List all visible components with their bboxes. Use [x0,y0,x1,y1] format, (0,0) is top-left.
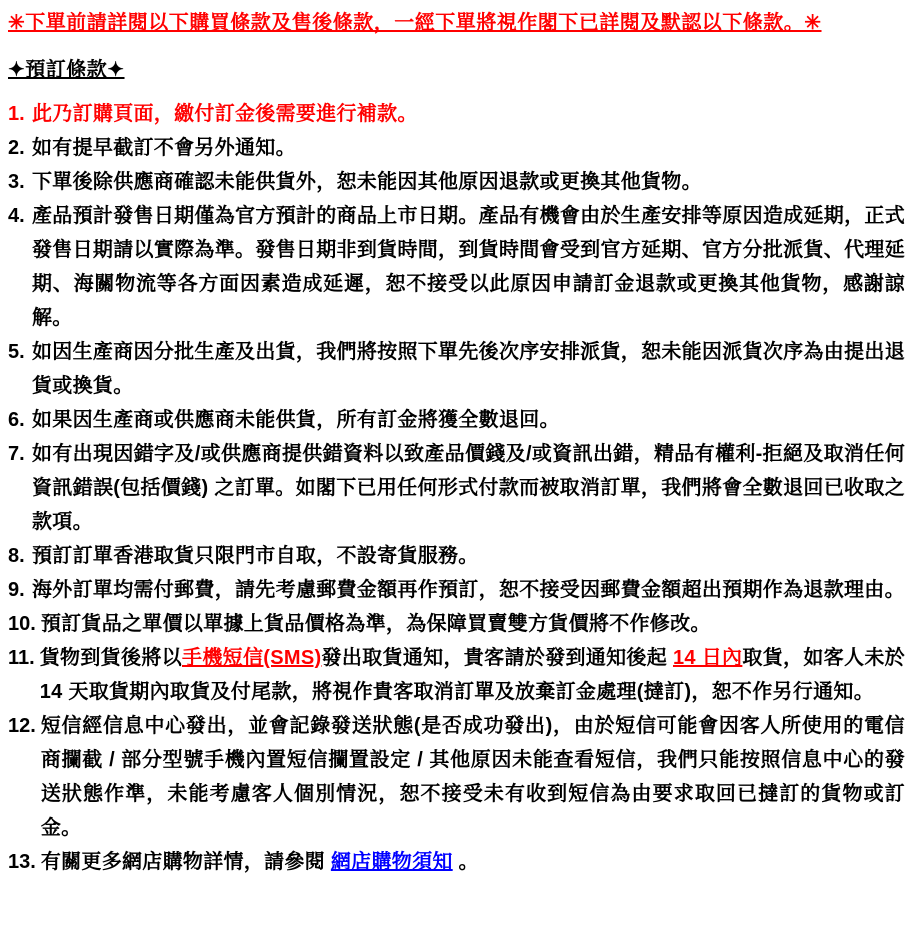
term-text-segment: 如果因生產商或供應商未能供貨，所有訂金將獲全數退回。 [32,409,560,431]
term-number: 3. [8,171,25,193]
term-item-7 [8,437,905,539]
term-number: 10. [8,613,36,635]
term-text-segment: 此乃訂購頁面，繳付訂金後需要進行補款。 [32,103,418,125]
term-item-1 [8,97,905,131]
term-number: 8. [8,545,25,567]
term-number: 12. [8,715,36,737]
term-text [32,437,905,539]
term-text [32,403,905,437]
term-number: 6. [8,409,25,431]
term-text-segment: 短信經信息中心發出，並會記錄發送狀態(是否成功發出)，由於短信可能會因客人所使用的電信商攔截 / 部分型號手機內置短信攔置設定 / 其他原因未能查看短信，我們只能按照信息中心的發送狀態作準，未能考慮客人個別情況，恕不接受未有收到短信為由要求取回已撻訂的貨物或訂金。 [40,715,905,839]
term-text [32,131,905,165]
term-number: 11. [8,647,35,669]
term-text [32,199,905,335]
term-number: 5. [8,341,25,363]
term-item-4 [8,199,905,335]
term-item-2 [8,131,905,165]
term-text [41,709,905,845]
shop-notice-link[interactable]: 網店購物須知 [330,851,453,873]
term-text-segment: 如有提早截訂不會另外通知。 [32,137,296,159]
term-number: 13. [8,851,36,873]
section-title-preorder-terms: ✦預訂條款✦ [8,59,125,81]
term-text [32,97,905,131]
term-text-segment: 有關更多網店購物詳情，請參閱 [40,851,331,873]
term-text [32,165,905,199]
term-number: 4. [8,205,25,227]
term-item-13 [8,845,905,879]
term-text [32,573,905,607]
term-text-segment: 預訂貨品之單價以單據上貨品價格為準，為保障買賣雙方貨價將不作修改。 [40,613,711,635]
term-text-segment: 。 [452,851,479,873]
term-number: 9. [8,579,25,601]
terms-list [8,97,905,879]
term-number: 1. [8,103,25,125]
sms-notice-highlight: 手機短信(SMS) [182,647,322,669]
term-text-segment: 發出取貨通知，貴客請於發到通知後起 [321,647,673,669]
term-item-12 [8,709,905,845]
term-text [41,845,905,879]
term-text-segment: 預訂訂單香港取貨只限門市自取，不設寄貨服務。 [32,545,479,567]
purchase-warning-header: ✳下單前請詳閱以下購買條款及售後條款，一經下單將視作閣下已詳閱及默認以下條款。✳ [8,12,822,34]
term-item-10 [8,607,905,641]
term-text-segment: 取貨，如客人未於 14 天取貨期內取貨及付尾款，將視作貴客取消訂單及放棄訂金處理(撻訂)，恕不作另行通知。 [39,647,905,703]
term-text [40,641,905,709]
term-text-segment: 如有出現因錯字及/或供應商提供錯資料以致產品價錢及/或資訊出錯，精品有權利-拒絕及取消任何資訊錯誤(包括價錢) 之訂單。如閣下已用任何形式付款而被取消訂單，我們將會全數退回已收取之款項。 [32,443,905,533]
term-item-8 [8,539,905,573]
term-item-3 [8,165,905,199]
term-item-11 [8,641,905,709]
term-item-6 [8,403,905,437]
term-text [41,607,905,641]
term-item-9 [8,573,905,607]
pickup-deadline-highlight: 14 日內 [672,647,743,669]
term-item-5 [8,335,905,403]
term-text-segment: 產品預計發售日期僅為官方預計的商品上市日期。產品有機會由於生產安排等原因造成延期，正式發售日期請以實際為準。發售日期非到貨時間，到貨時間會受到官方延期、官方分批派貨、代理延期、海關物流等各方面因素造成延遲，恕不接受以此原因申請訂金退款或更換其他貨物，感謝諒解。 [32,205,905,329]
term-text-segment: 海外訂單均需付郵費，請先考慮郵費金額再作預訂，恕不接受因郵費金額超出預期作為退款理由。 [32,579,905,601]
term-text-segment: 下單後除供應商確認未能供貨外，恕未能因其他原因退款或更換其他貨物。 [32,171,702,193]
term-text [32,335,905,403]
term-number: 7. [8,443,25,465]
term-text-segment: 貨物到貨後將以 [39,647,182,669]
term-text-segment: 如因生產商因分批生產及出貨，我們將按照下單先後次序安排派貨，恕未能因派貨次序為由提出退貨或換貨。 [32,341,905,397]
term-text [32,539,905,573]
term-number: 2. [8,137,25,159]
